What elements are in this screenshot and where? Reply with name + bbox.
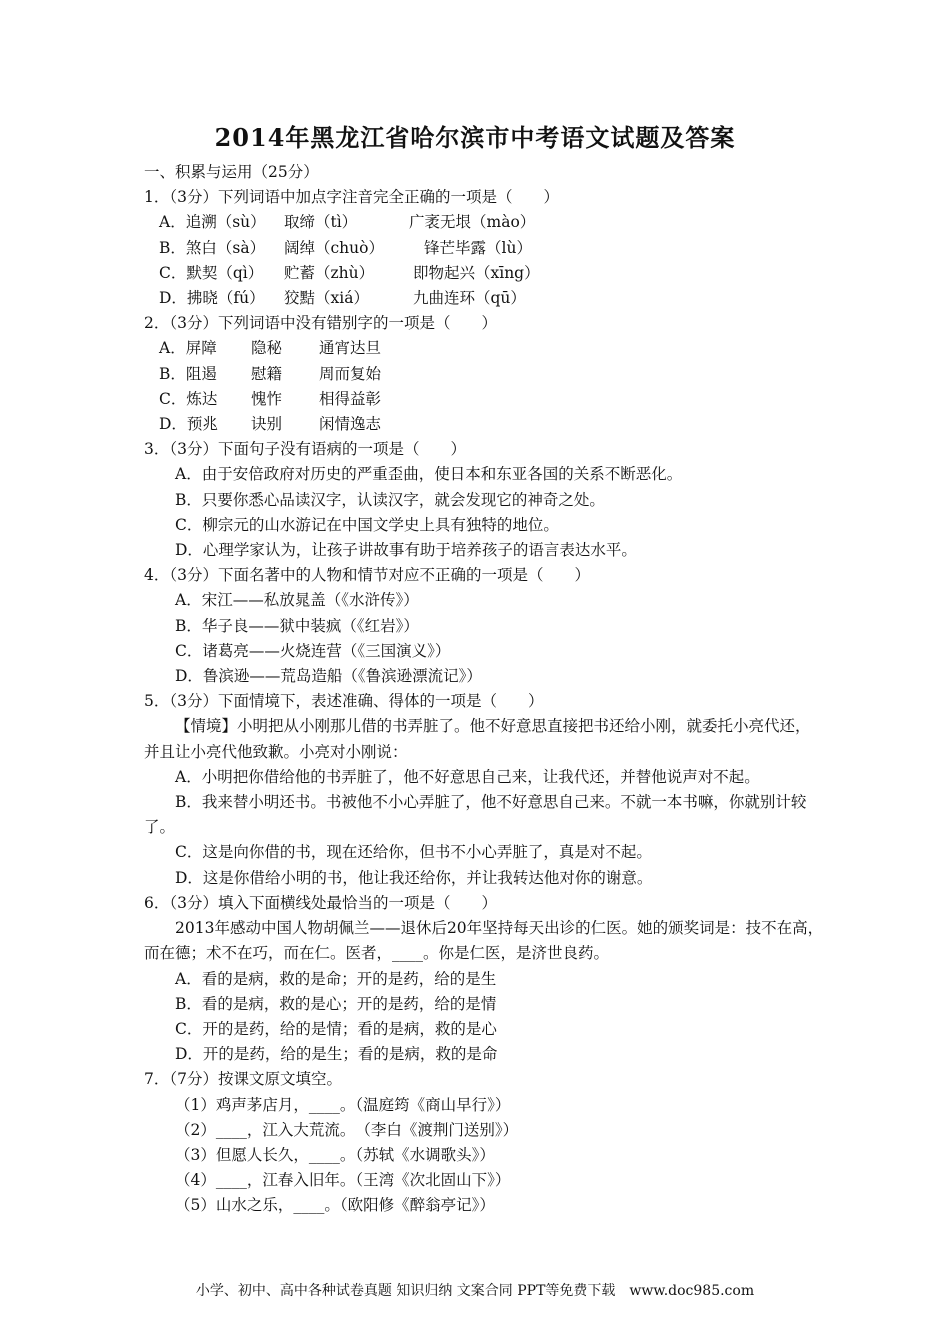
question-2-option: B．阻遏 慰籍 周而复始 bbox=[159, 364, 382, 383]
question-2-option: A．屏障 隐秘 通宵达旦 bbox=[159, 339, 382, 358]
question-3-option: A．由于安倍政府对历史的严重歪曲，使日本和东亚各国的关系不断恶化。 bbox=[175, 465, 683, 484]
question-5-option: C．这是向你借的书，现在还给你，但书不小心弄脏了，真是对不起。 bbox=[175, 843, 652, 862]
question-3-option: C．柳宗元的山水游记在中国文学史上具有独特的地位。 bbox=[175, 515, 559, 534]
question-5-option: A．小明把你借给他的书弄脏了，他不好意思自己来，让我代还，并替他说声对不起。 bbox=[175, 767, 760, 786]
question-3-stem: 3．（3分）下面句子没有语病的一项是（ ） bbox=[144, 440, 466, 459]
question-2-option: C．炼达 愧怍 相得益彰 bbox=[159, 389, 382, 408]
question-7-item: （5）山水之乐，____。（欧阳修《醉翁亭记》） bbox=[175, 1196, 495, 1215]
question-5-option: B．我来替小明还书。书被他不小心弄脏了，他不好意思自己来。不就一本书嘛，你就别计较了。 bbox=[144, 793, 807, 837]
question-1-option: D．拂晓（fú） 狡黠（xiá） 九曲连环（qū） bbox=[159, 289, 526, 308]
question-6-stem: 6．（3分）填入下面横线处最恰当的一项是（ ） bbox=[144, 893, 497, 912]
section-heading: 一、积累与运用（25分） bbox=[144, 163, 319, 181]
question-6-passage: 2013年感动中国人物胡佩兰——退休后20年坚持每天出诊的仁医。她的颁奖词是：技不在高，而在德；术不在巧，而在仁。医者，____。你是仁医，是济世良药。 bbox=[144, 919, 824, 963]
question-5-option: D．这是你借给小明的书，他让我还给你，并让我转达他对你的谢意。 bbox=[175, 868, 653, 887]
question-2-option: D．预兆 诀别 闲情逸志 bbox=[159, 415, 382, 434]
question-7-item: （3）但愿人长久，____。（苏轼《水调歌头》） bbox=[175, 1145, 495, 1164]
question-5-context: 【情境】小明把从小刚那儿借的书弄脏了。他不好意思直接把书还给小刚，就委托小亮代还，并且让小亮代他致歉。小亮对小刚说： bbox=[144, 717, 811, 761]
question-1-option: B．煞白（sà） 阔绰（chuò） 锋芒毕露（lù） bbox=[159, 238, 532, 257]
question-7-item: （1）鸡声茅店月，____。（温庭筠《商山早行》） bbox=[175, 1095, 511, 1114]
question-2-stem: 2．（3分）下列词语中没有错别字的一项是（ ） bbox=[144, 314, 497, 333]
question-5-stem: 5．（3分）下面情境下，表述准确、得体的一项是（ ） bbox=[144, 692, 544, 711]
question-6-option: C．开的是药，给的是情；看的是病，救的是心 bbox=[175, 1019, 497, 1038]
question-6-option: B．看的是病，救的是心；开的是药，给的是情 bbox=[175, 994, 497, 1013]
question-4-option: A．宋江——私放晁盖（《水浒传》） bbox=[175, 591, 419, 610]
question-1-stem: 1．（3分）下列词语中加点字注音完全正确的一项是（ ） bbox=[144, 188, 559, 207]
question-4-stem: 4．（3分）下面名著中的人物和情节对应不正确的一项是（ ） bbox=[144, 566, 590, 585]
question-3-option: B．只要你悉心品读汉字，认读汉字，就会发现它的神奇之处。 bbox=[175, 490, 605, 509]
question-4-option: C．诸葛亮——火烧连营（《三国演义》） bbox=[175, 641, 451, 660]
exam-content bbox=[144, 160, 824, 1219]
question-1-option: A．追溯（sù） 取缔（tì） 广袤无垠（mào） bbox=[159, 213, 536, 232]
question-7-item: （4）____，江春入旧年。（王湾《次北固山下》） bbox=[175, 1171, 511, 1190]
document-title: 2014年黑龙江省哈尔滨市中考语文试题及答案 bbox=[214, 123, 736, 152]
question-1-option: C．默契（qì） 贮蓄（zhù） 即物起兴（xīng） bbox=[159, 263, 540, 282]
question-7-item: （2）____，江入大荒流。 （李白《渡荆门送别》） bbox=[175, 1120, 519, 1139]
question-4-option: D．鲁滨逊——荒岛造船（《鲁滨逊漂流记》） bbox=[175, 667, 482, 686]
page-footer: 小学、初中、高中各种试卷真题 知识归纳 文案合同 PPT等免费下载 www.doc985.com bbox=[195, 1283, 755, 1299]
question-4-option: B．华子良——狱中装疯（《红岩》） bbox=[175, 616, 419, 635]
question-6-option: A．看的是病，救的是命；开的是药，给的是生 bbox=[175, 969, 497, 988]
question-6-option: D．开的是药，给的是生；看的是病，救的是命 bbox=[175, 1045, 498, 1064]
question-7-stem: 7．（7分）按课文原文填空。 bbox=[144, 1070, 342, 1089]
question-3-option: D．心理学家认为，让孩子讲故事有助于培养孩子的语言表达水平。 bbox=[175, 541, 637, 560]
